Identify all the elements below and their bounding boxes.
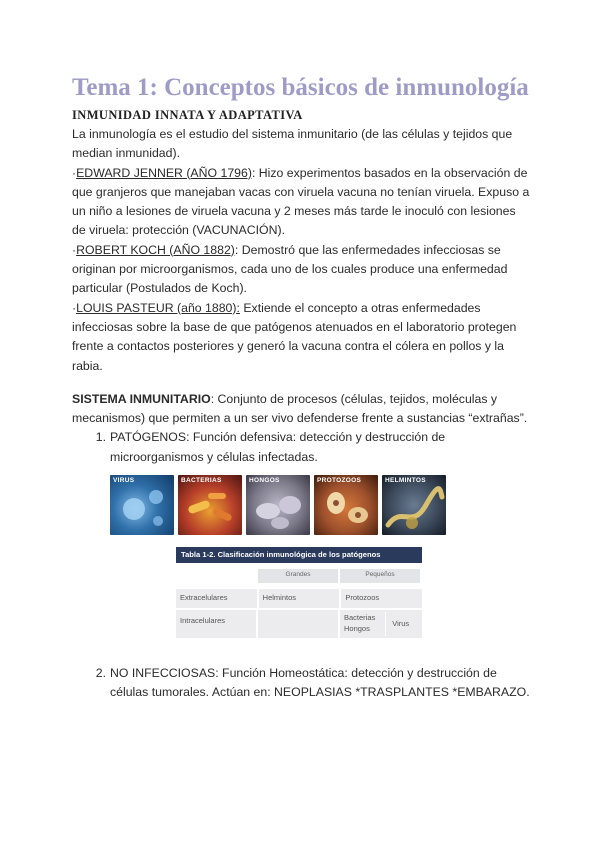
image-label: HONGOS: [249, 477, 280, 485]
helminth-icon: [382, 475, 446, 535]
pasteur-paragraph: ·LOUIS PASTEUR (año 1880): Extiende el concepto a otras enfermedades infecciosas sobre la base de que patógenos atenuados en el laboratorio protegen frente a contactos posteriores y generó la vacuna contra el cólera en pollos y la rabia.: [72, 300, 517, 373]
intro-paragraph: La inmunología es el estudio del sistema inmunitario (de las células y tejidos que median inmunidad).: [72, 127, 513, 161]
jenner-name: EDWARD JENNER (AÑO 1796): [76, 165, 252, 180]
hongos-image: [246, 475, 310, 535]
section-subtitle: INMUNIDAD INNATA Y ADAPTATIVA: [72, 108, 303, 122]
header-grandes: Grandes: [258, 569, 338, 583]
sistema-paragraph: SISTEMA INMUNITARIO: Conjunto de procesos (células, tejidos, moléculas y mecanismos) que permiten a un ser vivo defenderse frente a sustancias “extrañas”.: [72, 391, 528, 426]
image-label: HELMINTOS: [385, 477, 426, 485]
page-title: Tema 1: Conceptos básicos de inmunología: [72, 74, 529, 101]
list-item: 2. NO INFECCIOSAS: Función Homeostática: detección y destrucción de células tumorales. Actúan en: NEOPLASIAS *TRASPLANTES *EMBARAZO.: [95, 666, 530, 700]
table-row: Intracelulares Bacterias Hongos Virus: [176, 610, 422, 638]
protozoa-icon: [314, 475, 378, 535]
fungus-icon: [246, 475, 310, 535]
header-pequenos: Pequeños: [340, 569, 420, 583]
image-label: VIRUS: [113, 477, 135, 485]
ordered-list-continued: [72, 664, 532, 703]
koch-name: ROBERT KOCH (AÑO 1882): [76, 242, 235, 257]
image-label: BACTERIAS: [181, 477, 222, 485]
virus-icon: [110, 475, 174, 535]
pathogen-classification-table: [176, 547, 422, 638]
image-label: PROTOZOOS: [317, 477, 362, 485]
table-title: Tabla 1-2. Clasificación inmunológica de los patógenos: [176, 547, 422, 563]
sistema-term: SISTEMA INMUNITARIO: [72, 391, 211, 406]
pathogen-images: [110, 475, 532, 535]
table-row: Extracelulares Helmintos Protozoos: [176, 589, 422, 608]
bacteria-icon: [178, 475, 242, 535]
ordered-list: [72, 428, 532, 467]
helmintos-image: [382, 475, 446, 535]
koch-paragraph: ·ROBERT KOCH (AÑO 1882): Demostró que las enfermedades infecciosas se originan por microorganismos, cada uno de los cuales produce una enfermedad particular (Postulados de Koch).: [72, 242, 508, 296]
pasteur-name: LOUIS PASTEUR (año 1880):: [76, 300, 240, 315]
list-item: 1. PATÓGENOS: Función defensiva: detección y destrucción de microorganismos y células infectadas.: [95, 430, 446, 464]
protozoos-image: [314, 475, 378, 535]
jenner-paragraph: ·EDWARD JENNER (AÑO 1796): Hizo experimentos basados en la observación de que granjeros que manejaban vacas con viruela vacuna no tenían viruela. Expuso a un niño a lesiones de viruela vacuna y 2 meses más tarde le inoculó con lesiones de viruela: protección (VACUNACIÓN).: [72, 165, 530, 238]
table-header-row: [176, 563, 422, 589]
bacterias-image: [178, 475, 242, 535]
virus-image: [110, 475, 174, 535]
document-page: [72, 72, 532, 703]
